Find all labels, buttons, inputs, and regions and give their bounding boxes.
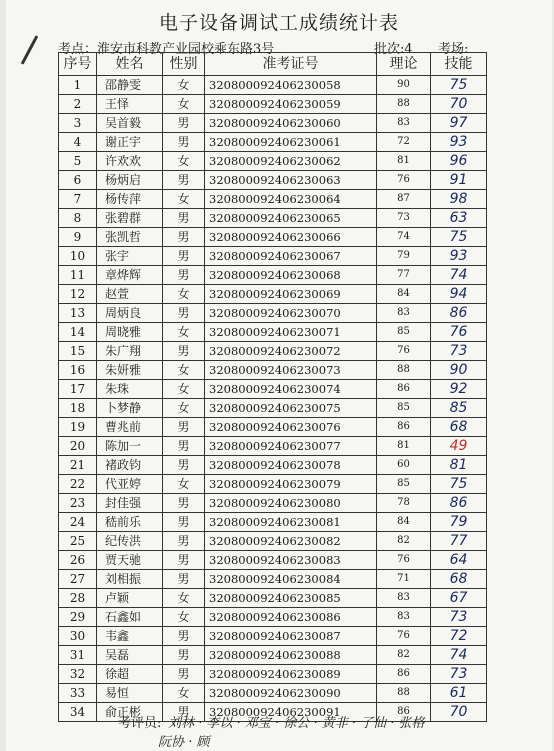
cell-gender: 男 bbox=[163, 570, 205, 589]
cell-skill-score: 86 bbox=[431, 304, 487, 323]
cell-name: 卢颖 bbox=[97, 589, 163, 608]
cell-name: 俞正彬 bbox=[97, 703, 163, 722]
cell-skill-score: 73 bbox=[431, 608, 487, 627]
cell-exam-id: 320800092406230083 bbox=[205, 551, 377, 570]
cell-number: 20 bbox=[59, 437, 97, 456]
cell-exam-id: 320800092406230069 bbox=[205, 285, 377, 304]
cell-theory-score: 83 bbox=[377, 589, 431, 608]
cell-theory-score: 76 bbox=[377, 627, 431, 646]
cell-number: 27 bbox=[59, 570, 97, 589]
cell-gender: 男 bbox=[163, 646, 205, 665]
table-row bbox=[59, 437, 487, 456]
cell-exam-id: 320800092406230087 bbox=[205, 627, 377, 646]
handwritten-signatures: 刘林 · 李以 · 邓宝 · 徐公 · 黄非 · 了仙 · 张格 bbox=[168, 716, 425, 731]
cell-theory-score: 85 bbox=[377, 323, 431, 342]
cell-exam-id: 320800092406230072 bbox=[205, 342, 377, 361]
cell-theory-score: 81 bbox=[377, 437, 431, 456]
cell-number: 7 bbox=[59, 190, 97, 209]
cell-skill-score: 91 bbox=[431, 171, 487, 190]
cell-number: 34 bbox=[59, 703, 97, 722]
cell-exam-id: 320800092406230077 bbox=[205, 437, 377, 456]
cell-name: 贾天驰 bbox=[97, 551, 163, 570]
cell-number: 9 bbox=[59, 228, 97, 247]
table-row bbox=[59, 304, 487, 323]
table-row bbox=[59, 133, 487, 152]
cell-number: 13 bbox=[59, 304, 97, 323]
cell-number: 30 bbox=[59, 627, 97, 646]
cell-theory-score: 88 bbox=[377, 684, 431, 703]
table-row bbox=[59, 665, 487, 684]
table-row bbox=[59, 589, 487, 608]
cell-exam-id: 320800092406230089 bbox=[205, 665, 377, 684]
cell-name: 徐超 bbox=[97, 665, 163, 684]
cell-name: 邵静雯 bbox=[97, 76, 163, 95]
cell-theory-score: 73 bbox=[377, 209, 431, 228]
table-row bbox=[59, 190, 487, 209]
cell-exam-id: 320800092406230078 bbox=[205, 456, 377, 475]
cell-exam-id: 320800092406230076 bbox=[205, 418, 377, 437]
cell-gender: 男 bbox=[163, 418, 205, 437]
cell-name: 韦鑫 bbox=[97, 627, 163, 646]
cell-name: 纪传洪 bbox=[97, 532, 163, 551]
table-row bbox=[59, 380, 487, 399]
cell-name: 易恒 bbox=[97, 684, 163, 703]
cell-gender: 男 bbox=[163, 551, 205, 570]
cell-skill-score: 70 bbox=[431, 95, 487, 114]
cell-number: 15 bbox=[59, 342, 97, 361]
cell-exam-id: 320800092406230084 bbox=[205, 570, 377, 589]
cell-skill-score: 86 bbox=[431, 494, 487, 513]
cell-gender: 男 bbox=[163, 133, 205, 152]
cell-skill-score: 75 bbox=[431, 475, 487, 494]
score-sheet bbox=[6, 0, 552, 751]
cell-theory-score: 72 bbox=[377, 133, 431, 152]
exam-room-label: 考场: bbox=[438, 42, 469, 57]
cell-name: 张凯哲 bbox=[97, 228, 163, 247]
cell-skill-score: 72 bbox=[431, 627, 487, 646]
cell-name: 张碧群 bbox=[97, 209, 163, 228]
cell-exam-id: 320800092406230074 bbox=[205, 380, 377, 399]
table-row bbox=[59, 95, 487, 114]
cell-gender: 女 bbox=[163, 589, 205, 608]
cell-skill-score: 68 bbox=[431, 570, 487, 589]
table-body bbox=[59, 76, 487, 722]
cell-gender: 女 bbox=[163, 399, 205, 418]
cell-theory-score: 84 bbox=[377, 285, 431, 304]
table-row bbox=[59, 418, 487, 437]
cell-skill-score: 73 bbox=[431, 342, 487, 361]
cell-name: 周晓雅 bbox=[97, 323, 163, 342]
cell-theory-score: 71 bbox=[377, 570, 431, 589]
exam-site-label: 考点：淮安市科教产业园校乘东路3号 bbox=[58, 42, 275, 57]
cell-theory-score: 76 bbox=[377, 171, 431, 190]
cell-skill-score: 74 bbox=[431, 646, 487, 665]
cell-number: 26 bbox=[59, 551, 97, 570]
cell-gender: 女 bbox=[163, 95, 205, 114]
cell-name: 吴首毅 bbox=[97, 114, 163, 133]
cell-theory-score: 87 bbox=[377, 190, 431, 209]
cell-number: 19 bbox=[59, 418, 97, 437]
cell-gender: 男 bbox=[163, 456, 205, 475]
col-header-number: 序号 bbox=[59, 53, 97, 76]
cell-exam-id: 320800092406230064 bbox=[205, 190, 377, 209]
cell-skill-score: 75 bbox=[431, 76, 487, 95]
cell-name: 杨炳启 bbox=[97, 171, 163, 190]
cell-theory-score: 85 bbox=[377, 475, 431, 494]
cell-gender: 男 bbox=[163, 437, 205, 456]
cell-gender: 男 bbox=[163, 532, 205, 551]
cell-gender: 男 bbox=[163, 171, 205, 190]
cell-skill-score: 77 bbox=[431, 532, 487, 551]
table-row bbox=[59, 684, 487, 703]
cell-skill-score: 63 bbox=[431, 209, 487, 228]
cell-exam-id: 320800092406230073 bbox=[205, 361, 377, 380]
cell-gender: 男 bbox=[163, 266, 205, 285]
cell-theory-score: 81 bbox=[377, 152, 431, 171]
cell-skill-score: 85 bbox=[431, 399, 487, 418]
cell-name: 谢正宇 bbox=[97, 133, 163, 152]
cell-name: 王怿 bbox=[97, 95, 163, 114]
cell-theory-score: 76 bbox=[377, 551, 431, 570]
cell-exam-id: 320800092406230090 bbox=[205, 684, 377, 703]
cell-name: 周炳良 bbox=[97, 304, 163, 323]
cell-skill-score: 67 bbox=[431, 589, 487, 608]
cell-skill-score: 64 bbox=[431, 551, 487, 570]
cell-gender: 女 bbox=[163, 323, 205, 342]
cell-gender: 女 bbox=[163, 152, 205, 171]
table-row bbox=[59, 323, 487, 342]
cell-gender: 男 bbox=[163, 342, 205, 361]
cell-skill-score: 68 bbox=[431, 418, 487, 437]
cell-name: 赵萱 bbox=[97, 285, 163, 304]
table-row bbox=[59, 247, 487, 266]
cell-theory-score: 88 bbox=[377, 361, 431, 380]
examiners-label: 考评员: bbox=[118, 716, 162, 731]
cell-number: 11 bbox=[59, 266, 97, 285]
table-row bbox=[59, 114, 487, 133]
cell-name: 朱珠 bbox=[97, 380, 163, 399]
cell-number: 1 bbox=[59, 76, 97, 95]
document-title: 电子设备调试工成绩统计表 bbox=[158, 12, 399, 34]
cell-gender: 男 bbox=[163, 513, 205, 532]
pen-mark bbox=[21, 35, 39, 65]
cell-number: 12 bbox=[59, 285, 97, 304]
col-header-skill: 技能 bbox=[431, 53, 487, 76]
cell-gender: 男 bbox=[163, 247, 205, 266]
cell-number: 25 bbox=[59, 532, 97, 551]
cell-name: 褚政钧 bbox=[97, 456, 163, 475]
cell-number: 33 bbox=[59, 684, 97, 703]
table-row bbox=[59, 76, 487, 95]
cell-number: 21 bbox=[59, 456, 97, 475]
cell-gender: 女 bbox=[163, 76, 205, 95]
cell-name: 封佳强 bbox=[97, 494, 163, 513]
table-row bbox=[59, 513, 487, 532]
table-row bbox=[59, 608, 487, 627]
cell-theory-score: 83 bbox=[377, 114, 431, 133]
col-header-gender: 性别 bbox=[163, 53, 205, 76]
cell-skill-score: 75 bbox=[431, 228, 487, 247]
cell-theory-score: 77 bbox=[377, 266, 431, 285]
cell-exam-id: 320800092406230085 bbox=[205, 589, 377, 608]
col-header-name: 姓名 bbox=[97, 53, 163, 76]
cell-number: 23 bbox=[59, 494, 97, 513]
table-row bbox=[59, 646, 487, 665]
table-row bbox=[59, 399, 487, 418]
cell-name: 章烨辉 bbox=[97, 266, 163, 285]
cell-exam-id: 320800092406230079 bbox=[205, 475, 377, 494]
cell-skill-score: 98 bbox=[431, 190, 487, 209]
table-row bbox=[59, 494, 487, 513]
cell-skill-score: 96 bbox=[431, 152, 487, 171]
cell-exam-id: 320800092406230068 bbox=[205, 266, 377, 285]
cell-theory-score: 86 bbox=[377, 380, 431, 399]
cell-skill-score: 74 bbox=[431, 266, 487, 285]
cell-skill-score: 94 bbox=[431, 285, 487, 304]
cell-name: 张宇 bbox=[97, 247, 163, 266]
table-row bbox=[59, 342, 487, 361]
cell-skill-score: 76 bbox=[431, 323, 487, 342]
cell-theory-score: 60 bbox=[377, 456, 431, 475]
cell-name: 吴磊 bbox=[97, 646, 163, 665]
cell-theory-score: 78 bbox=[377, 494, 431, 513]
cell-exam-id: 320800092406230058 bbox=[205, 76, 377, 95]
batch-label: 批次:4 bbox=[374, 42, 413, 57]
cell-number: 8 bbox=[59, 209, 97, 228]
cell-skill-score: 93 bbox=[431, 247, 487, 266]
cell-exam-id: 320800092406230080 bbox=[205, 494, 377, 513]
table-row bbox=[59, 228, 487, 247]
cell-exam-id: 320800092406230081 bbox=[205, 513, 377, 532]
cell-gender: 女 bbox=[163, 608, 205, 627]
cell-skill-score: 61 bbox=[431, 684, 487, 703]
cell-skill-score: 73 bbox=[431, 665, 487, 684]
cell-theory-score: 83 bbox=[377, 304, 431, 323]
cell-theory-score: 76 bbox=[377, 342, 431, 361]
cell-exam-id: 320800092406230063 bbox=[205, 171, 377, 190]
cell-number: 10 bbox=[59, 247, 97, 266]
table-row bbox=[59, 285, 487, 304]
cell-name: 代亚婷 bbox=[97, 475, 163, 494]
table-row bbox=[59, 475, 487, 494]
cell-name: 陈加一 bbox=[97, 437, 163, 456]
cell-exam-id: 320800092406230088 bbox=[205, 646, 377, 665]
cell-gender: 男 bbox=[163, 494, 205, 513]
cell-gender: 女 bbox=[163, 380, 205, 399]
cell-exam-id: 320800092406230091 bbox=[205, 703, 377, 722]
cell-exam-id: 320800092406230060 bbox=[205, 114, 377, 133]
cell-exam-id: 320800092406230062 bbox=[205, 152, 377, 171]
cell-skill-score: 81 bbox=[431, 456, 487, 475]
cell-skill-score: 97 bbox=[431, 114, 487, 133]
cell-number: 17 bbox=[59, 380, 97, 399]
cell-exam-id: 320800092406230086 bbox=[205, 608, 377, 627]
table-row bbox=[59, 266, 487, 285]
cell-exam-id: 320800092406230071 bbox=[205, 323, 377, 342]
cell-name: 卜梦静 bbox=[97, 399, 163, 418]
cell-exam-id: 320800092406230066 bbox=[205, 228, 377, 247]
cell-theory-score: 74 bbox=[377, 228, 431, 247]
cell-theory-score: 79 bbox=[377, 247, 431, 266]
cell-theory-score: 86 bbox=[377, 418, 431, 437]
table-row bbox=[59, 627, 487, 646]
cell-gender: 女 bbox=[163, 190, 205, 209]
table-row bbox=[59, 209, 487, 228]
col-header-theory: 理论 bbox=[377, 53, 431, 76]
table-row bbox=[59, 570, 487, 589]
header-row bbox=[59, 53, 487, 76]
cell-number: 4 bbox=[59, 133, 97, 152]
cell-theory-score: 82 bbox=[377, 532, 431, 551]
cell-theory-score: 86 bbox=[377, 703, 431, 722]
table-row bbox=[59, 532, 487, 551]
cell-gender: 女 bbox=[163, 285, 205, 304]
cell-number: 22 bbox=[59, 475, 97, 494]
cell-number: 24 bbox=[59, 513, 97, 532]
cell-exam-id: 320800092406230065 bbox=[205, 209, 377, 228]
cell-name: 刘相振 bbox=[97, 570, 163, 589]
cell-number: 32 bbox=[59, 665, 97, 684]
cell-number: 3 bbox=[59, 114, 97, 133]
table-row bbox=[59, 456, 487, 475]
cell-number: 31 bbox=[59, 646, 97, 665]
cell-exam-id: 320800092406230075 bbox=[205, 399, 377, 418]
cell-exam-id: 320800092406230059 bbox=[205, 95, 377, 114]
cell-gender: 男 bbox=[163, 114, 205, 133]
cell-theory-score: 86 bbox=[377, 665, 431, 684]
cell-gender: 男 bbox=[163, 228, 205, 247]
cell-theory-score: 83 bbox=[377, 608, 431, 627]
table-row bbox=[59, 361, 487, 380]
cell-name: 朱广翔 bbox=[97, 342, 163, 361]
cell-theory-score: 82 bbox=[377, 646, 431, 665]
cell-name: 曹兆前 bbox=[97, 418, 163, 437]
cell-theory-score: 88 bbox=[377, 95, 431, 114]
col-header-exam-id: 准考证号 bbox=[205, 53, 377, 76]
cell-number: 29 bbox=[59, 608, 97, 627]
cell-number: 18 bbox=[59, 399, 97, 418]
cell-skill-score: 49 bbox=[431, 437, 487, 456]
cell-gender: 女 bbox=[163, 475, 205, 494]
cell-name: 杨传萍 bbox=[97, 190, 163, 209]
cell-theory-score: 84 bbox=[377, 513, 431, 532]
cell-gender: 女 bbox=[163, 684, 205, 703]
score-table bbox=[58, 52, 487, 722]
cell-exam-id: 320800092406230070 bbox=[205, 304, 377, 323]
cell-exam-id: 320800092406230067 bbox=[205, 247, 377, 266]
cell-skill-score: 70 bbox=[431, 703, 487, 722]
cell-name: 许欢欢 bbox=[97, 152, 163, 171]
cell-number: 5 bbox=[59, 152, 97, 171]
cell-theory-score: 90 bbox=[377, 76, 431, 95]
cell-skill-score: 90 bbox=[431, 361, 487, 380]
cell-number: 28 bbox=[59, 589, 97, 608]
cell-gender: 男 bbox=[163, 703, 205, 722]
cell-theory-score: 85 bbox=[377, 399, 431, 418]
cell-number: 2 bbox=[59, 95, 97, 114]
cell-exam-id: 320800092406230061 bbox=[205, 133, 377, 152]
cell-gender: 男 bbox=[163, 209, 205, 228]
cell-number: 6 bbox=[59, 171, 97, 190]
cell-gender: 男 bbox=[163, 665, 205, 684]
cell-skill-score: 93 bbox=[431, 133, 487, 152]
cell-skill-score: 92 bbox=[431, 380, 487, 399]
cell-gender: 男 bbox=[163, 304, 205, 323]
cell-name: 朱妍雅 bbox=[97, 361, 163, 380]
handwritten-signatures-second-line: 阮协 · 顾 bbox=[158, 735, 210, 750]
table-row bbox=[59, 171, 487, 190]
table-row bbox=[59, 152, 487, 171]
cell-gender: 女 bbox=[163, 361, 205, 380]
cell-number: 14 bbox=[59, 323, 97, 342]
cell-gender: 男 bbox=[163, 627, 205, 646]
cell-exam-id: 320800092406230082 bbox=[205, 532, 377, 551]
cell-number: 16 bbox=[59, 361, 97, 380]
cell-name: 嵇前乐 bbox=[97, 513, 163, 532]
cell-name: 石鑫如 bbox=[97, 608, 163, 627]
cell-skill-score: 79 bbox=[431, 513, 487, 532]
table-row bbox=[59, 551, 487, 570]
